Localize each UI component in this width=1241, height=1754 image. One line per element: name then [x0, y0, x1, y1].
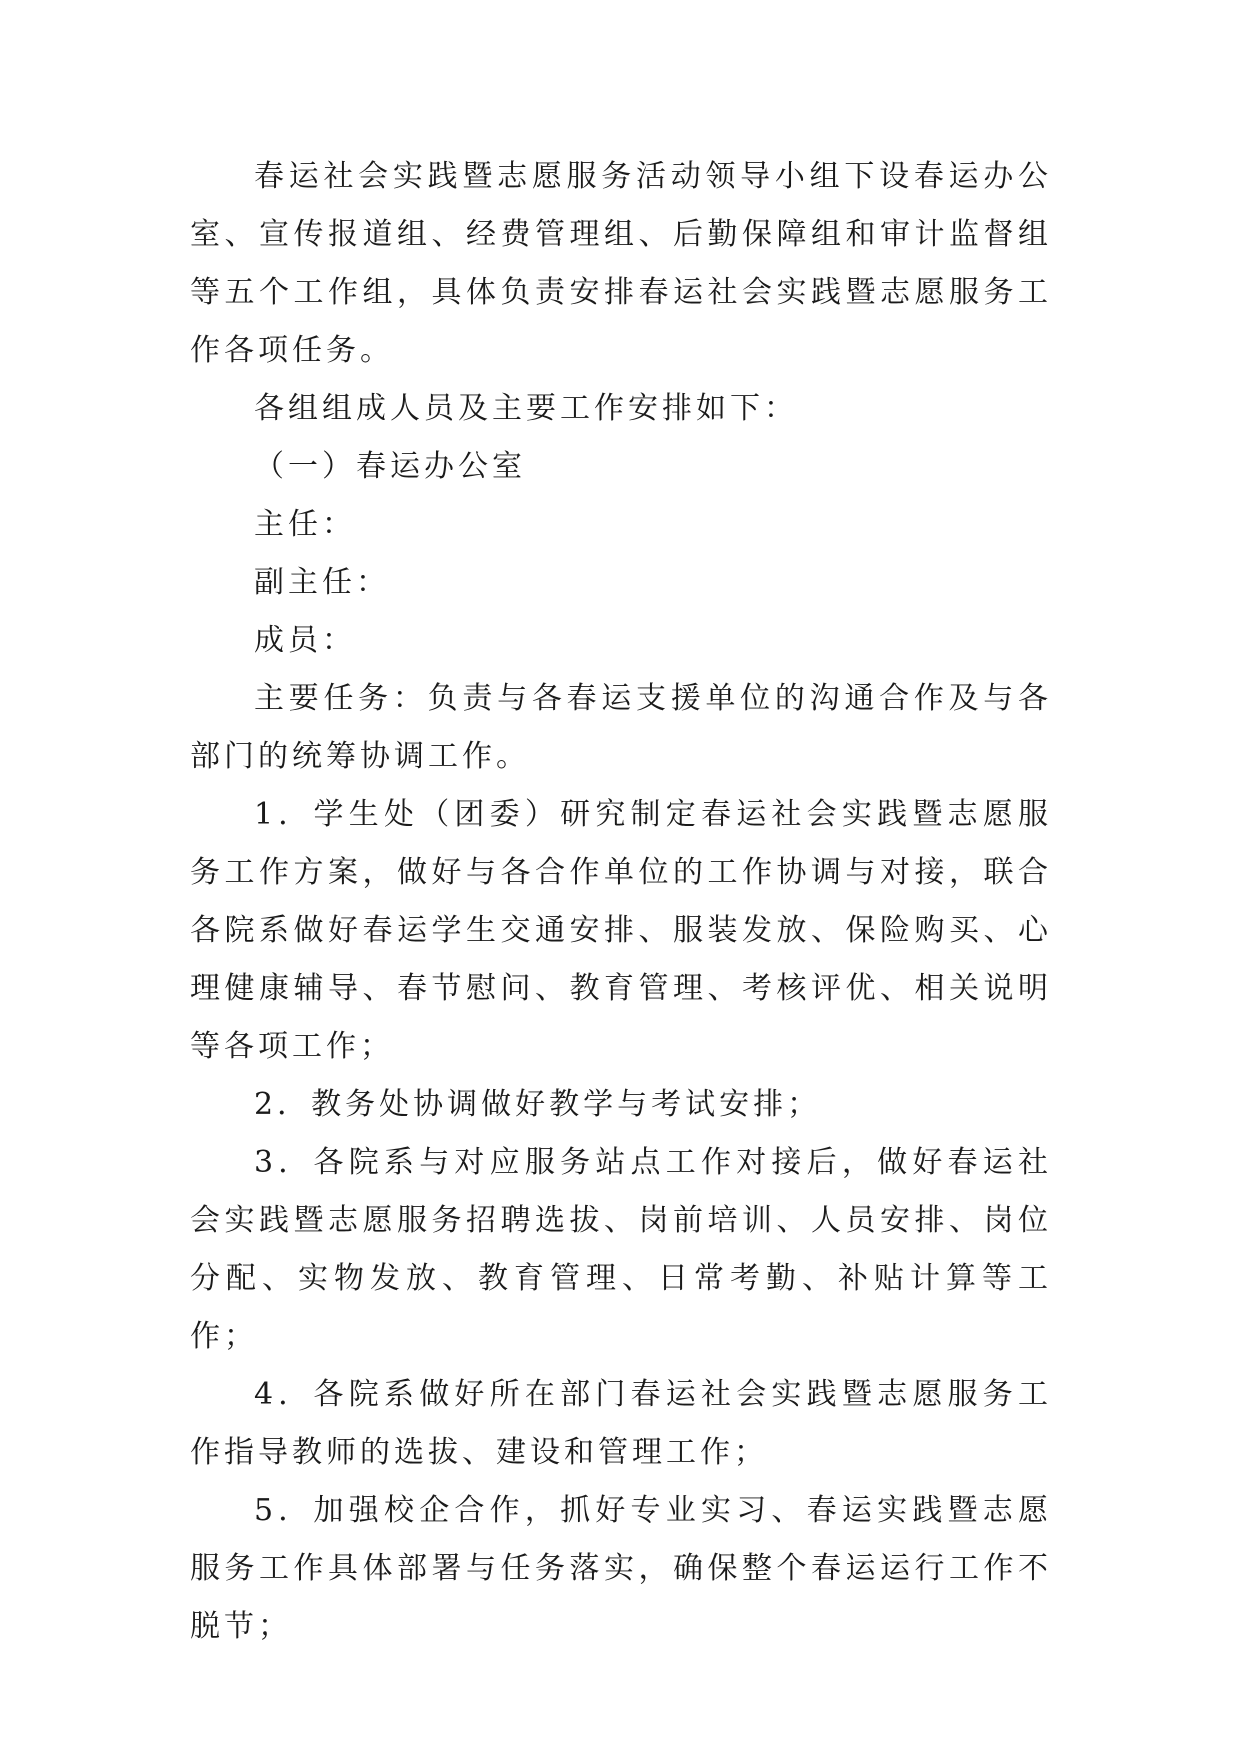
paragraph-arrangement: 各组组成人员及主要工作安排如下：	[254, 391, 798, 426]
paragraph-main-tasks: 主要任务：负责与各春运支援单位的沟通合作及与各部门的统筹协调工作。	[190, 681, 1052, 774]
list-item-1: 1．学生处（团委）研究制定春运社会实践暨志愿服务工作方案，做好与各合作单位的工作协调与对接，联合各院系做好春运学生交通安排、服装发放、保险购买、心理健康辅导、春节慰问、教育管理、考核评优、相关说明等各项工作；	[190, 797, 1052, 1064]
list-item-3: 3．各院系与对应服务站点工作对接后，做好春运社会实践暨志愿服务招聘选拔、岗前培训、人员安排、岗位分配、实物发放、教育管理、日常考勤、补贴计算等工作；	[190, 1145, 1052, 1354]
paragraph-intro: 春运社会实践暨志愿服务活动领导小组下设春运办公室、宣传报道组、经费管理组、后勤保障组和审计监督组等五个工作组，具体负责安排春运社会实践暨志愿服务工作各项任务。	[190, 159, 1052, 368]
field-members: 成员：	[254, 623, 356, 658]
section-heading-spring-office: （一）春运办公室	[254, 449, 526, 484]
field-director: 主任：	[254, 507, 356, 542]
document-page	[190, 148, 1052, 1656]
field-deputy-director: 副主任：	[254, 565, 390, 600]
list-item-2: 2．教务处协调做好教学与考试安排；	[254, 1087, 822, 1122]
list-item-4: 4．各院系做好所在部门春运社会实践暨志愿服务工作指导教师的选拔、建设和管理工作；	[190, 1377, 1052, 1470]
list-item-5: 5．加强校企合作，抓好专业实习、春运实践暨志愿服务工作具体部署与任务落实，确保整个春运运行工作不脱节；	[190, 1493, 1052, 1644]
